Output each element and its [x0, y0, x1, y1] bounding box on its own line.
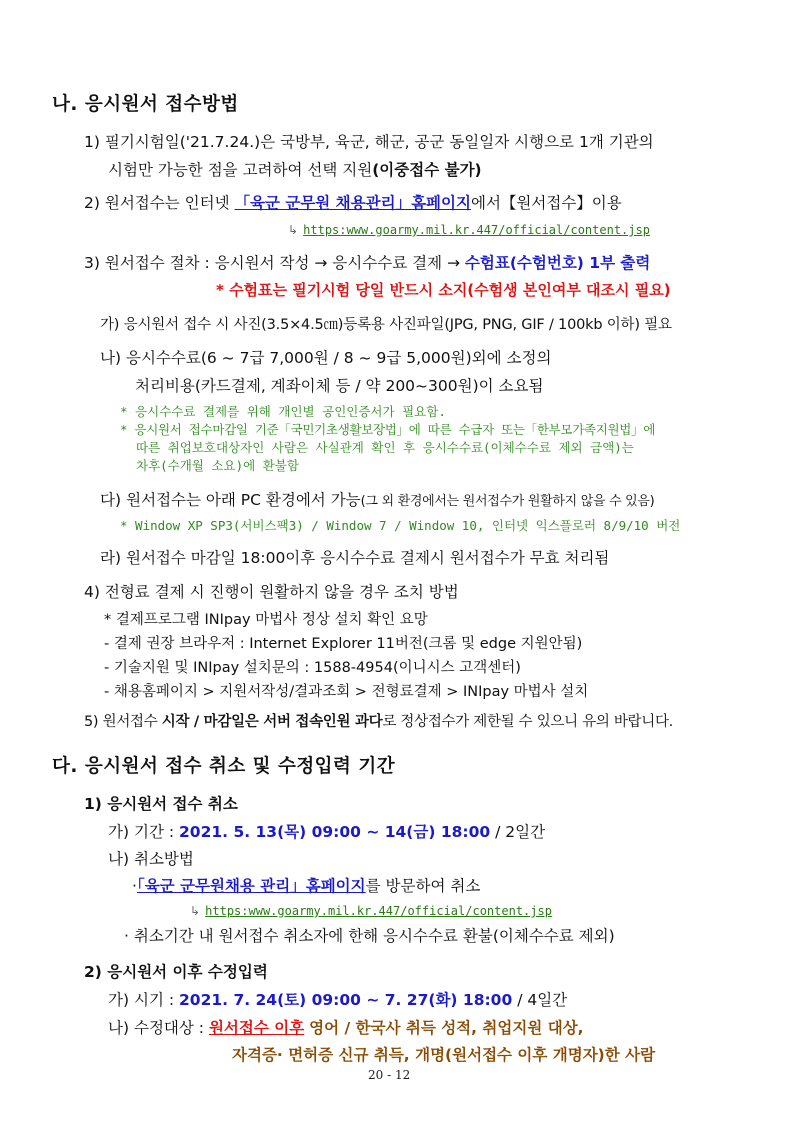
no-double-application: (이중접수 불가) [372, 161, 482, 179]
item-1-prefix: 1) [84, 133, 100, 151]
item-5-text-a: 원서접수 [102, 714, 158, 730]
item-3 [84, 251, 650, 273]
cancel-period-value: 2021. 5. 13(목) 09:00 ~ 14(금) 18:00 [179, 823, 491, 841]
sub-da [100, 488, 654, 510]
item-5 [84, 710, 673, 731]
cancel-site-line [132, 874, 480, 896]
sub-na-note3: 따른 취업보호대상자인 사람은 사실관계 확인 후 응시수수료(이체수수료 제외 금액)는 [136, 440, 634, 455]
modify-target-rest2: 자격증· 면허증 신규 취득, 개명(원서접수 이후 개명자)한 사람 [232, 1046, 656, 1064]
modify-heading: 2) 응시원서 이후 수정입력 [84, 963, 268, 981]
section-title-application-method: 나. 응시원서 접수방법 [52, 94, 239, 115]
item-4-line2: - 결제 권장 브라우저 : Internet Explorer 11버전(크롬 및 edge 지원안됨) [104, 636, 583, 652]
bullet-dot: · [132, 877, 137, 895]
cancel-method-label: 취소방법 [133, 850, 194, 868]
goarmy-url-link[interactable]: https:www.goarmy.mil.kr.447/official/content.jsp [303, 223, 650, 237]
cancel-period-days: / 2일간 [495, 823, 546, 841]
modify-time-label: 시기 : [133, 991, 175, 1009]
item-4-line3: - 기술지원 및 INIpay 설치문의 : 1588-4954(이니시스 고객센터) [104, 660, 521, 676]
modify-target-label: 수정대상 : [133, 1019, 205, 1037]
page-number: 20 - 12 [368, 1068, 411, 1082]
item-2-prefix: 2) [84, 194, 100, 212]
cancel-period-label: 기간 : [133, 823, 175, 841]
cancel-url-line [190, 900, 552, 919]
goarmy-url-link-2[interactable]: https:www.goarmy.mil.kr.447/official/content.jsp [205, 904, 552, 918]
item-2-url-line [288, 219, 650, 238]
sub-da-note: * Window XP SP3(서비스팩3) / Window 7 / Window 10, 인터넷 익스플로러 8/9/10 버전 [120, 518, 681, 533]
sub-ga-text: 응시원서 접수 시 사진(3.5×4.5㎝)등록용 사진파일(JPG, PNG, GIF / 100kb 이하) 필요 [123, 317, 672, 333]
sub-na-prefix: 나) [100, 349, 122, 367]
cancel-heading: 1) 응시원서 접수 취소 [84, 795, 238, 813]
item-4-prefix: 4) [84, 583, 100, 601]
cancel-method-prefix: 나) [108, 850, 130, 868]
army-recruitment-homepage-link-2[interactable]: 「육군 군무원채용 관리」홈페이지 [136, 877, 366, 895]
modify-time-prefix: 가) [108, 991, 130, 1009]
modify-target-prefix: 나) [108, 1019, 130, 1037]
modify-time [108, 988, 567, 1010]
modify-target [108, 1016, 584, 1038]
sub-ra-text: 원서접수 마감일 18:00이후 응시수수료 결제시 원서접수가 무효 처리됨 [125, 549, 610, 567]
sub-ra-prefix: 라) [100, 549, 122, 567]
return-arrow-icon: ↳ [288, 223, 299, 237]
sub-ga-prefix: 가) [100, 317, 120, 333]
sub-ra [100, 546, 609, 568]
section-title-cancel-modify: 다. 응시원서 접수 취소 및 수정입력 기간 [52, 756, 396, 777]
server-overload-warning: 시작 / 마감일은 서버 접속인원 과다 [161, 714, 383, 730]
sub-ga [100, 313, 672, 334]
item-5-text-c: 로 정상접수가 제한될 수 있으니 유의 바랍니다. [382, 714, 673, 730]
sub-na-line2: 처리비용(카드결제, 계좌이체 등 / 약 200~300원)이 소요됨 [135, 377, 544, 395]
item-1-line2-text: 시험만 가능한 점을 고려하여 선택 지원 [108, 161, 373, 179]
sub-da-paren: (그 외 환경에서는 원서접수가 원활하지 않을 수 있음) [360, 494, 655, 509]
item-1-line2 [108, 158, 482, 180]
item-4-line1: * 결제프로그램 INIpay 마법사 정상 설치 확인 요망 [104, 612, 428, 628]
item-1-line1: 필기시험일('21.7.24.)은 국방부, 육군, 해군, 공군 동일일자 시행으로 1개 기관의 [104, 133, 654, 151]
modify-time-days: / 4일간 [517, 991, 568, 1009]
cancel-site-suffix: 를 방문하여 취소 [365, 877, 481, 895]
modify-target-after: 원서접수 이후 [208, 1019, 305, 1037]
cancel-period [108, 820, 545, 842]
sub-na-note2: * 응시원서 접수마감일 기준「국민기초생활보장법」에 따른 수급자 또는「한부모가족지원법」에 [120, 422, 656, 437]
modify-target-rest1: 영어 / 한국사 취득 성적, 취업지원 대상, [309, 1019, 584, 1037]
cancel-period-prefix: 가) [108, 823, 130, 841]
item-5-prefix: 5) [84, 714, 99, 730]
item-4-title: 전형료 결제 시 진행이 원활하지 않을 경우 조치 방법 [104, 583, 459, 601]
army-recruitment-homepage-link[interactable]: 「육군 군무원 채용관리」홈페이지 [234, 194, 471, 212]
admission-ticket-note: * 수험표는 필기시험 당일 반드시 소지(수험생 본인여부 대조시 필요) [216, 281, 671, 299]
return-arrow-icon-2: ↳ [190, 904, 201, 918]
item-2-text-a: 원서접수는 인터넷 [104, 194, 230, 212]
item-3-procedure: 원서접수 절차 : 응시원서 작성 → 응시수수료 결제 → [104, 254, 460, 272]
cancel-method [108, 847, 194, 869]
item-4 [84, 580, 459, 602]
sub-na-note4: 차후(수개월 소요)에 환불함 [136, 458, 299, 473]
cancel-refund: · 취소기간 내 원서접수 취소자에 한해 응시수수료 환불(이체수수료 제외) [124, 927, 615, 945]
sub-na-line1: 응시수수료(6 ~ 7급 7,000원 / 8 ~ 9급 5,000원)외에 소정의 [125, 349, 552, 367]
sub-na-note1: * 응시수수료 결제를 위해 개인별 공인인증서가 필요함. [120, 404, 446, 419]
item-4-line4: - 채용홈페이지 > 지원서작성/결과조회 > 전형료결제 > INIpay 마법사 설치 [104, 684, 589, 700]
sub-na [100, 346, 551, 368]
item-2 [84, 191, 622, 213]
item-1 [84, 130, 654, 152]
sub-da-text: 원서접수는 아래 PC 환경에서 가능 [126, 491, 361, 509]
item-2-text-c: 에서【원서접수】이용 [470, 194, 622, 212]
admission-ticket-print: 수험표(수험번호) 1부 출력 [464, 254, 651, 272]
modify-time-value: 2021. 7. 24(토) 09:00 ~ 7. 27(화) 18:00 [179, 991, 513, 1009]
sub-da-prefix: 다) [100, 491, 122, 509]
item-3-prefix: 3) [84, 254, 100, 272]
